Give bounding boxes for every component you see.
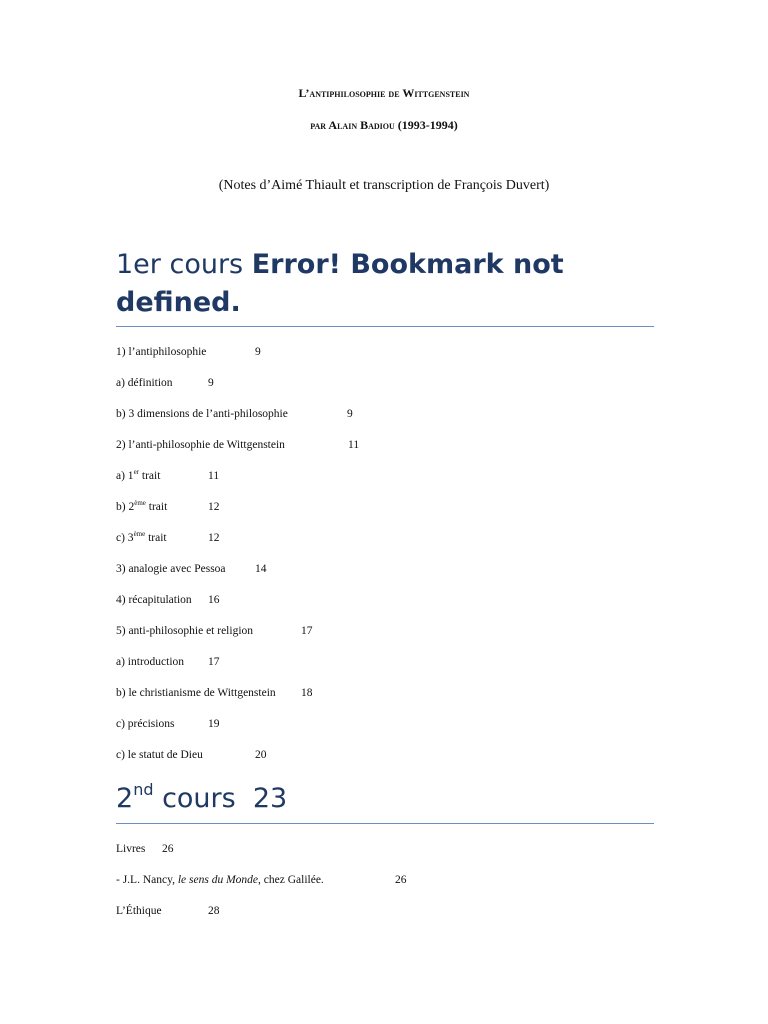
toc-entry-page: 16 [208, 594, 220, 606]
toc-entry-label: Livres [116, 843, 146, 855]
toc-entry-introduction[interactable] [116, 655, 656, 686]
toc-entry-definition[interactable] [116, 376, 656, 407]
toc-entry-christianisme[interactable] [116, 686, 656, 717]
toc-entry-page: 9 [208, 377, 214, 389]
toc-entry-label: a) définition [116, 377, 173, 389]
toc-entry-page: 9 [347, 408, 353, 420]
toc-entry-first-trait[interactable] [116, 469, 656, 500]
toc-entry-page: 17 [208, 656, 220, 668]
toc-entry-precisions[interactable] [116, 717, 656, 748]
toc-entry-statut-dieu[interactable] [116, 748, 656, 779]
section-2-toc [116, 842, 656, 935]
section-2-heading-suffix: nd [133, 780, 154, 799]
toc-entry-ethique[interactable] [116, 904, 656, 935]
toc-entry-antiphilosophie[interactable] [116, 345, 656, 376]
toc-entry-label: 1) l’antiphilosophie [116, 346, 207, 358]
toc-entry-label: a) introduction [116, 656, 185, 668]
toc-entry-page: 11 [208, 470, 220, 482]
toc-entry-page: 9 [255, 346, 261, 358]
section-1-heading-plain: 1er cours [116, 249, 252, 280]
toc-entry-page: 20 [255, 749, 267, 761]
toc-entry-page: 26 [395, 874, 407, 886]
toc-entry-livres[interactable] [116, 842, 656, 873]
toc-entry-page: 17 [301, 625, 313, 637]
toc-entry-label: a) 1er trait [116, 468, 161, 482]
toc-entry-label: c) le statut de Dieu [116, 749, 203, 761]
toc-entry-page: 18 [301, 687, 313, 699]
toc-entry-label: c) précisions [116, 718, 175, 730]
toc-entry-page: 26 [162, 843, 174, 855]
toc-entry-dimensions[interactable] [116, 407, 656, 438]
toc-entry-antiphilosophie-wittgenstein[interactable] [116, 438, 656, 469]
toc-entry-page: 12 [208, 501, 220, 513]
toc-entry-pessoa[interactable] [116, 562, 656, 593]
section-2-heading-rest: cours 23 [153, 783, 288, 814]
section-2-heading-number: 2 [116, 783, 134, 814]
toc-entry-label: 5) anti-philosophie et religion [116, 625, 254, 637]
toc-entry-page: 19 [208, 718, 220, 730]
section-1-heading-error: Error! Bookmark not defined. [116, 249, 564, 318]
toc-entry-label: c) 3ème trait [116, 530, 167, 544]
toc-entry-recapitulation[interactable] [116, 593, 656, 624]
section-2-rule [116, 823, 654, 824]
toc-entry-label: 3) analogie avec Pessoa [116, 563, 226, 575]
toc-entry-page: 28 [208, 905, 220, 917]
toc-entry-page: 11 [348, 439, 360, 451]
toc-entry-label: 4) récapitulation [116, 594, 192, 606]
section-2-heading [116, 780, 656, 818]
toc-entry-label: L’Éthique [116, 905, 162, 917]
section-1-heading [116, 246, 656, 322]
toc-entry-page: 12 [208, 532, 220, 544]
toc-entry-religion[interactable] [116, 624, 656, 655]
document-notes: (Notes d’Aimé Thiault et transcription de François Duvert) [218, 178, 550, 193]
toc-entry-label: b) 2ème trait [116, 499, 168, 513]
toc-entry-page: 14 [255, 563, 267, 575]
toc-entry-third-trait[interactable] [116, 531, 656, 562]
document-author-line: par Alain Badiou (1993-1994) [310, 118, 458, 132]
toc-entry-label: 2) l’anti-philosophie de Wittgenstein [116, 439, 285, 451]
section-1-toc [116, 345, 656, 779]
document-title: L’antiphilosophie de Wittgenstein [298, 86, 470, 100]
toc-entry-nancy[interactable] [116, 873, 656, 904]
toc-entry-second-trait[interactable] [116, 500, 656, 531]
section-1-rule [116, 326, 654, 327]
toc-entry-label: b) 3 dimensions de l’anti-philosophie [116, 408, 288, 420]
toc-entry-label: - J.L. Nancy, le sens du Monde, chez Galilée. [116, 874, 324, 886]
toc-entry-label: b) le christianisme de Wittgenstein [116, 687, 276, 699]
